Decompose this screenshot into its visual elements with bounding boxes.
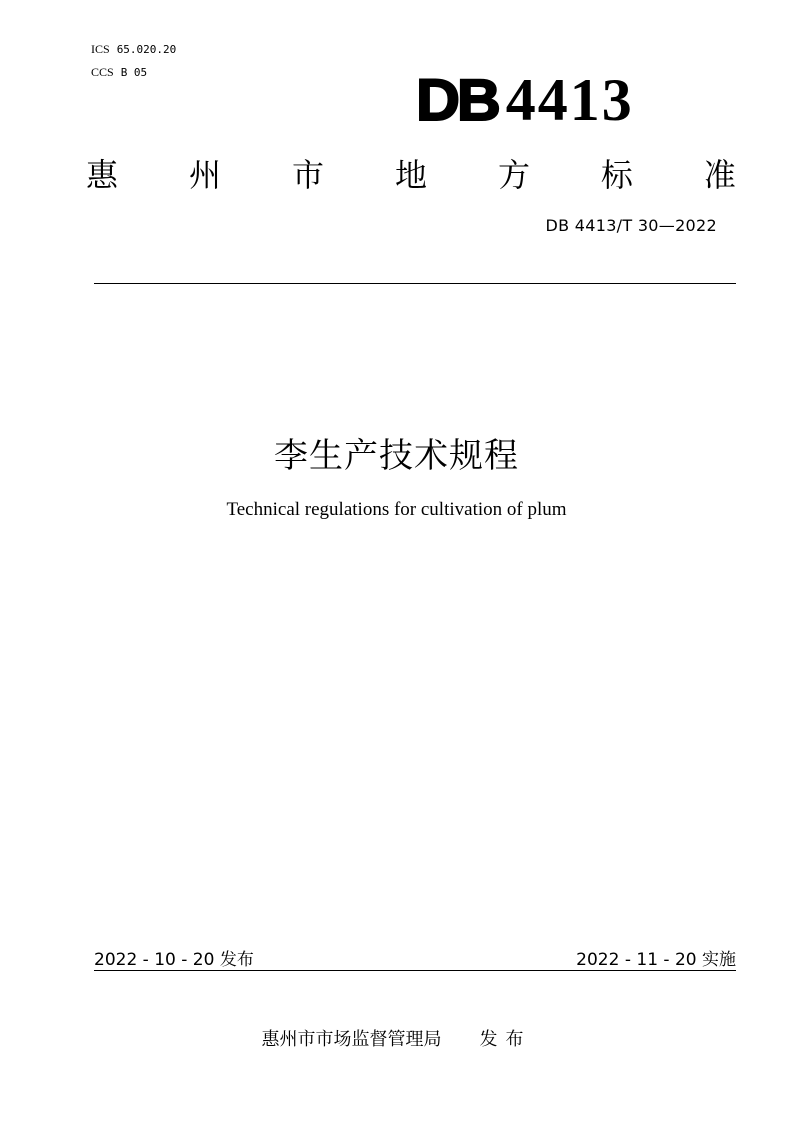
heading-char: 准 xyxy=(703,156,736,194)
heading-char: 地 xyxy=(394,156,427,194)
heading-char: 州 xyxy=(188,156,221,194)
heading-char: 惠 xyxy=(86,156,119,194)
document-title: 李生产技术规程 xyxy=(274,436,519,476)
ccs-label: CCS xyxy=(91,65,114,79)
implementation-date: 2022 - 11 - 20 实施 xyxy=(576,950,736,970)
local-standard-heading xyxy=(86,150,736,196)
ics-label: ICS xyxy=(91,42,110,56)
issuer-action: 发布 xyxy=(479,1029,532,1050)
document-subtitle-english: Technical regulations for cultivation of plum xyxy=(226,499,567,520)
ics-row xyxy=(91,38,176,61)
ccs-code: B 05 xyxy=(120,66,148,79)
heading-char: 标 xyxy=(600,156,633,194)
db-standard-logo xyxy=(416,66,674,133)
heading-char: 方 xyxy=(497,156,530,194)
classification-codes xyxy=(91,38,176,84)
ics-code: 65.020.20 xyxy=(116,43,177,56)
ccs-row xyxy=(91,61,176,84)
db-logo-letters: DB xyxy=(416,67,498,133)
bottom-divider xyxy=(94,970,736,971)
top-divider xyxy=(94,283,736,284)
standard-number: DB 4413/T 30—2022 xyxy=(545,216,717,235)
issuer-name: 惠州市市场监督管理局 xyxy=(261,1029,442,1050)
issuing-authority xyxy=(0,1025,793,1051)
heading-char: 市 xyxy=(291,156,324,194)
db-logo-number: 4413 xyxy=(505,66,634,133)
publication-date: 2022 - 10 - 20 发布 xyxy=(94,950,254,970)
